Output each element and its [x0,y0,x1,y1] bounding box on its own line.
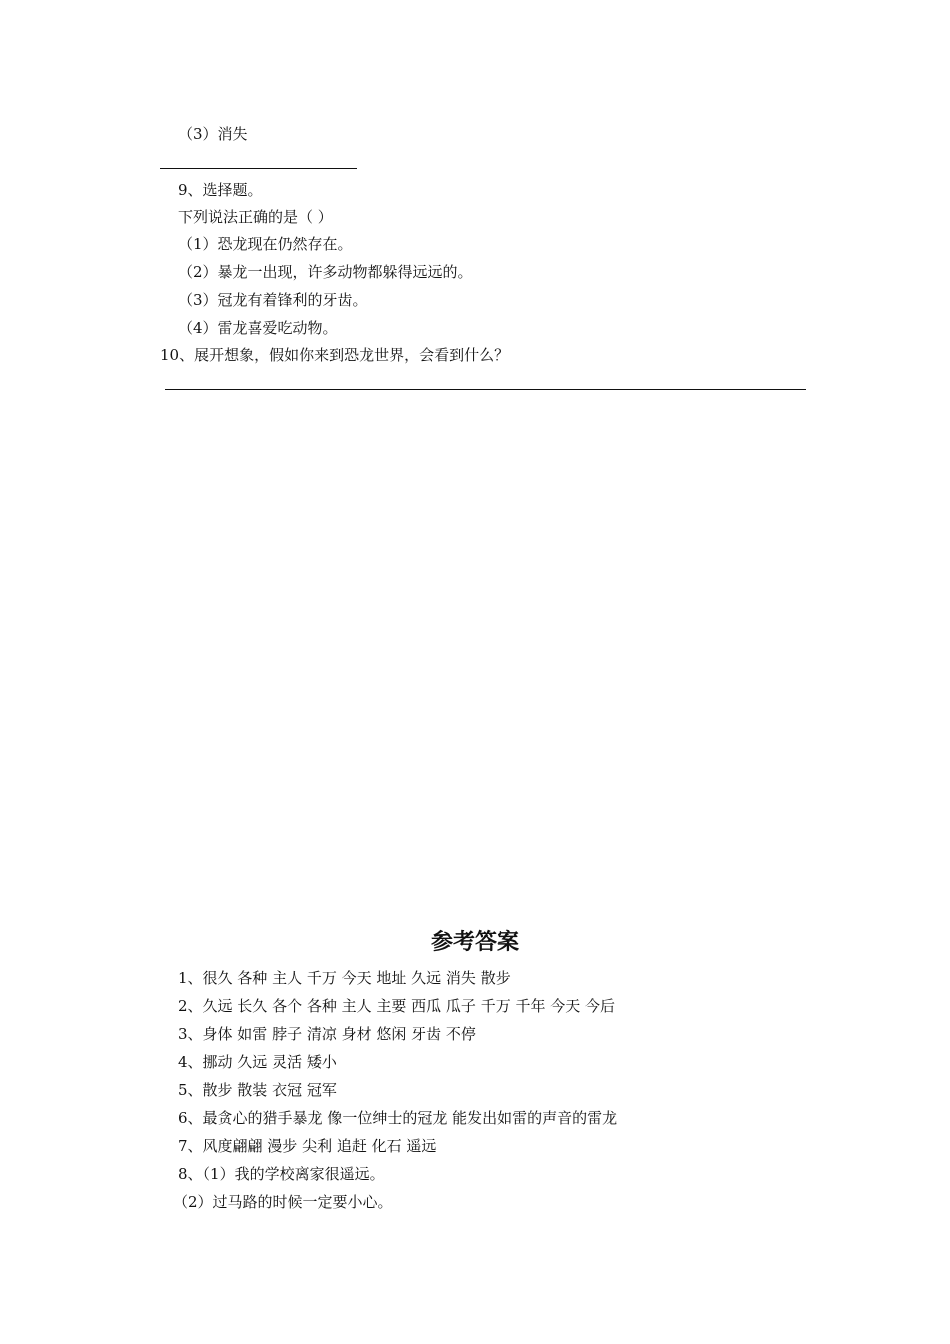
q8-option-3: （3）消失 [178,125,248,143]
answer-line-7: 7、风度翩翩 漫步 尖利 追赶 化石 遥远 [178,1137,437,1155]
q10-answer-line [165,389,806,390]
answer-line-3: 3、身体 如雷 脖子 清凉 身材 悠闲 牙齿 不停 [178,1025,476,1043]
answer-line-2: 2、久远 长久 各个 各种 主人 主要 西瓜 瓜子 千万 千年 今天 今后 [178,997,615,1015]
answer-line-9: （2）过马路的时候一定要小心。 [173,1193,393,1211]
answer-line-8: 8、（1）我的学校离家很遥远。 [178,1165,385,1183]
answer-line-6: 6、最贪心的猎手暴龙 像一位绅士的冠龙 能发出如雷的声音的雷龙 [178,1109,618,1127]
answer-line-1: 1、很久 各种 主人 千万 今天 地址 久远 消失 散步 [178,969,511,987]
q9-option-4: （4）雷龙喜爱吃动物。 [178,319,338,337]
q9-option-3: （3）冠龙有着锋利的牙齿。 [178,291,368,309]
q9-prompt: 下列说法正确的是（ ） [178,208,333,226]
q10-heading: 10、展开想象，假如你来到恐龙世界，会看到什么？ [160,346,510,364]
q9-option-2: （2）暴龙一出现，许多动物都躲得远远的。 [178,263,473,281]
answer-line-4: 4、挪动 久远 灵活 矮小 [178,1053,337,1071]
q9-heading: 9、选择题。 [178,181,263,199]
q8-answer-line [160,168,357,169]
answer-line-5: 5、散步 散装 衣冠 冠军 [178,1081,337,1099]
answers-title: 参考答案 [430,930,519,955]
q9-option-1: （1）恐龙现在仍然存在。 [178,235,353,253]
